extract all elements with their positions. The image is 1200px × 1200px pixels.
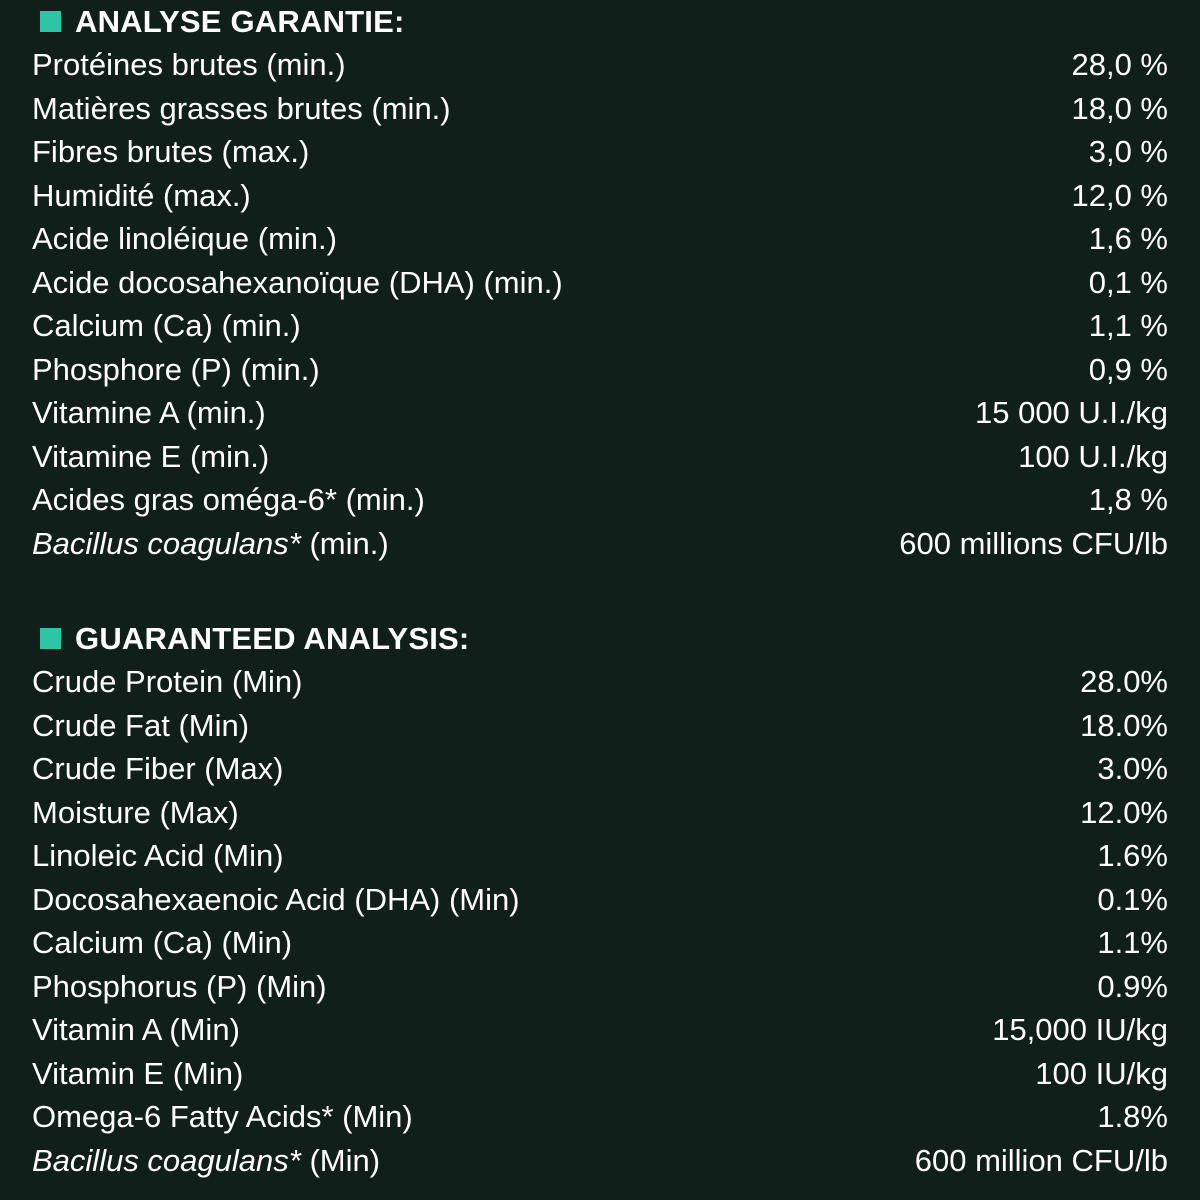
analysis-label: Crude Protein (Min) <box>32 664 303 699</box>
analysis-value: 15,000 IU/kg <box>992 1012 1168 1047</box>
analysis-value: 1,6 % <box>1088 221 1168 256</box>
analysis-row <box>32 43 1168 87</box>
analysis-row <box>32 704 1168 748</box>
analysis-row <box>32 1008 1168 1052</box>
analysis-label: Calcium (Ca) (min.) <box>32 308 301 343</box>
analysis-label-italic: Bacillus coagulans* <box>32 525 301 561</box>
analysis-value: 0,1 % <box>1088 264 1168 300</box>
analysis-label: Linoleic Acid (Min) <box>32 838 284 873</box>
analysis-row <box>32 174 1168 218</box>
section-guaranteed-analysis <box>32 623 1168 1182</box>
analysis-label: Phosphorus (P) (Min) <box>32 968 327 1004</box>
analysis-row <box>32 348 1168 392</box>
analysis-value: 1,8 % <box>1088 482 1168 517</box>
analysis-label: Humidité (max.) <box>32 177 251 213</box>
analysis-value: 0.1% <box>1097 881 1168 917</box>
section-header-analyse-garantie <box>32 6 1168 37</box>
analysis-row <box>32 391 1168 435</box>
analysis-value: 12,0 % <box>1071 177 1168 213</box>
analysis-label: Acides gras oméga-6* (min.) <box>32 482 425 517</box>
analysis-label-italic: Bacillus coagulans* <box>32 1142 301 1178</box>
square-bullet-icon <box>40 628 61 649</box>
analysis-label: Crude Fiber (Max) <box>32 751 284 786</box>
section-divider-space <box>32 565 1168 623</box>
analysis-row <box>32 304 1168 348</box>
analysis-value: 18,0 % <box>1071 90 1168 126</box>
analysis-value: 600 million CFU/lb <box>914 1142 1168 1178</box>
analysis-value: 0,9 % <box>1088 351 1168 387</box>
analysis-value: 3,0 % <box>1088 134 1168 169</box>
analysis-row <box>32 1052 1168 1096</box>
section-title: ANALYSE GARANTIE: <box>75 4 405 39</box>
analysis-label: Omega-6 Fatty Acids* (Min) <box>32 1099 413 1134</box>
analysis-label: Vitamine A (min.) <box>32 395 266 430</box>
analysis-label <box>32 1139 380 1183</box>
analysis-label: Fibres brutes (max.) <box>32 134 310 169</box>
analysis-label <box>32 522 389 566</box>
analysis-value: 28.0% <box>1080 664 1168 699</box>
analysis-row <box>32 522 1168 566</box>
analysis-label: Phosphore (P) (min.) <box>32 351 320 387</box>
analysis-row <box>32 435 1168 479</box>
analysis-label: Protéines brutes (min.) <box>32 47 346 82</box>
analysis-label-rest: (min.) <box>300 525 389 561</box>
analysis-value: 1,1 % <box>1088 308 1168 343</box>
analysis-label: Calcium (Ca) (Min) <box>32 925 293 960</box>
analysis-row <box>32 834 1168 878</box>
analysis-label: Vitamin A (Min) <box>32 1012 240 1047</box>
analysis-label: Matières grasses brutes (min.) <box>32 90 451 126</box>
section-title: GUARANTEED ANALYSIS: <box>75 621 470 656</box>
analysis-row <box>32 87 1168 131</box>
analysis-value: 0.9% <box>1097 968 1168 1004</box>
analysis-row <box>32 478 1168 522</box>
analysis-value: 18.0% <box>1080 707 1168 743</box>
analysis-row <box>32 791 1168 835</box>
analysis-value: 15 000 U.I./kg <box>974 395 1168 430</box>
analysis-value: 1.8% <box>1097 1099 1168 1134</box>
analysis-value: 3.0% <box>1097 751 1168 786</box>
analysis-label: Docosahexaenoic Acid (DHA) (Min) <box>32 881 520 917</box>
analysis-row <box>32 965 1168 1009</box>
analysis-value: 12.0% <box>1080 794 1168 830</box>
analysis-value: 28,0 % <box>1071 47 1168 82</box>
analysis-label-rest: (Min) <box>300 1142 381 1178</box>
analysis-label: Moisture (Max) <box>32 794 239 830</box>
analysis-row <box>32 1139 1168 1183</box>
analysis-row <box>32 878 1168 922</box>
analysis-row <box>32 1095 1168 1139</box>
analysis-value: 100 U.I./kg <box>1018 438 1168 474</box>
analysis-row <box>32 660 1168 704</box>
analysis-label: Vitamine E (min.) <box>32 438 270 474</box>
analysis-label: Crude Fat (Min) <box>32 707 250 743</box>
analysis-row <box>32 130 1168 174</box>
analysis-value: 100 IU/kg <box>1035 1055 1168 1091</box>
analysis-label: Vitamin E (Min) <box>32 1055 244 1091</box>
analysis-value: 600 millions CFU/lb <box>899 525 1168 561</box>
analysis-label: Acide docosahexanoïque (DHA) (min.) <box>32 264 563 300</box>
section-header-guaranteed-analysis <box>32 623 1168 654</box>
analysis-row <box>32 217 1168 261</box>
analysis-rows-fr <box>32 43 1168 565</box>
analysis-label: Acide linoléique (min.) <box>32 221 337 256</box>
section-analyse-garantie <box>32 6 1168 565</box>
analysis-row <box>32 921 1168 965</box>
analysis-value: 1.1% <box>1097 925 1168 960</box>
square-bullet-icon <box>40 11 61 32</box>
analysis-row <box>32 747 1168 791</box>
analysis-row <box>32 261 1168 305</box>
analysis-rows-en <box>32 660 1168 1182</box>
analysis-value: 1.6% <box>1097 838 1168 873</box>
